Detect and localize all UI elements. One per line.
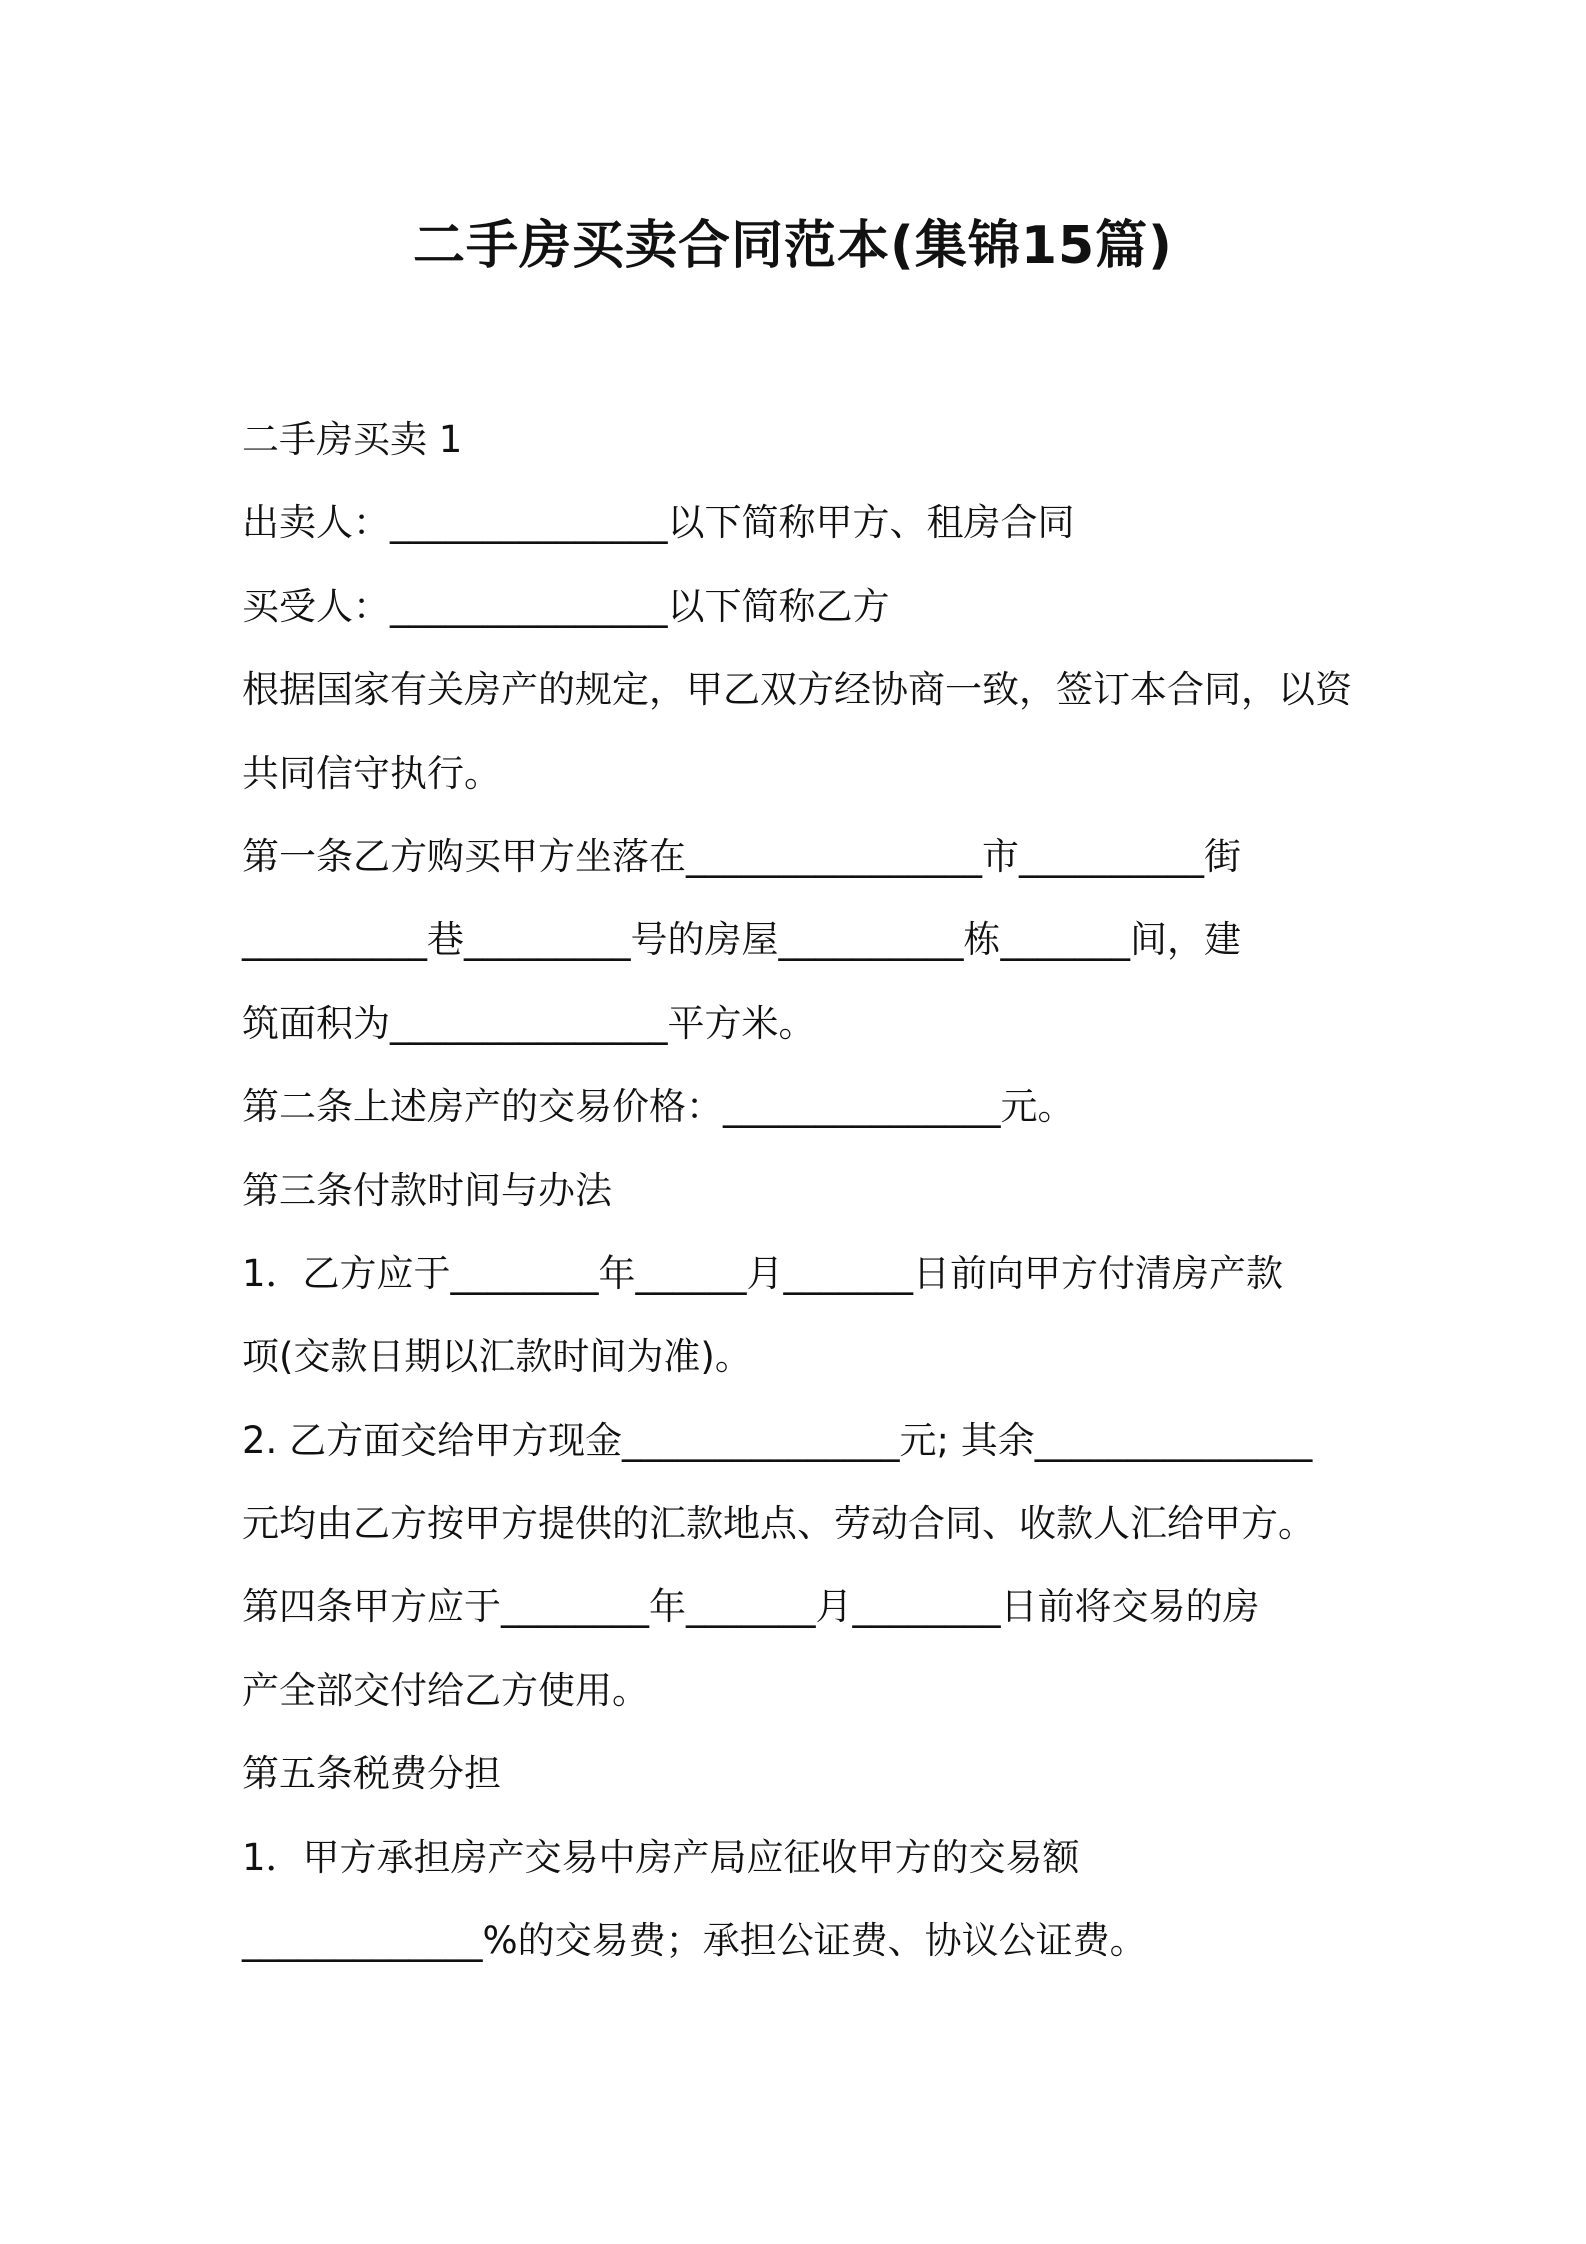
article-four-line: 第四条甲方应于________年_______月________日前将交易的房 (242, 1585, 1260, 1629)
tax-item-line: _____________%的交易费；承担公证费、协议公证费。 (242, 1919, 1147, 1963)
article-five-heading: 第五条税费分担 (242, 1752, 501, 1796)
buyer-line: 买受人：_______________以下简称乙方 (242, 584, 890, 628)
payment-item-line: 元均由乙方按甲方提供的汇款地点、劳动合同、收款人汇给甲方。 (242, 1502, 1315, 1546)
article-one-line: 第一条乙方购买甲方坐落在________________市__________街 (242, 834, 1241, 878)
tax-item-line: 1．甲方承担房产交易中房产局应征收甲方的交易额 (242, 1835, 1080, 1879)
seller-line: 出卖人：_______________以下简称甲方、租房合同 (242, 501, 1075, 545)
article-one-line: __________巷_________号的房屋__________栋_______间，建 (242, 918, 1241, 962)
payment-item-line: 项(交款日期以汇款时间为准)。 (242, 1335, 752, 1379)
payment-item-line: 1．乙方应于________年______月_______日前向甲方付清房产款 (242, 1251, 1284, 1295)
article-one-line: 筑面积为_______________平方米。 (242, 1001, 816, 1045)
document-title: 二手房买卖合同范本(集锦15篇) (413, 216, 1173, 276)
document-body (242, 405, 1362, 1989)
article-three-heading: 第三条付款时间与办法 (242, 1168, 612, 1212)
paragraph-line: 共同信守执行。 (242, 751, 501, 795)
article-two-line: 第二条上述房产的交易价格：_______________元。 (242, 1085, 1075, 1129)
article-four-line: 产全部交付给乙方使用。 (242, 1668, 649, 1712)
section-heading: 二手房买卖 1 (242, 418, 463, 461)
paragraph-line: 根据国家有关房产的规定，甲乙双方经协商一致，签订本合同，以资 (242, 668, 1352, 712)
payment-item-line: 2. 乙方面交给甲方现金_______________元; 其余_______________ (242, 1418, 1313, 1462)
